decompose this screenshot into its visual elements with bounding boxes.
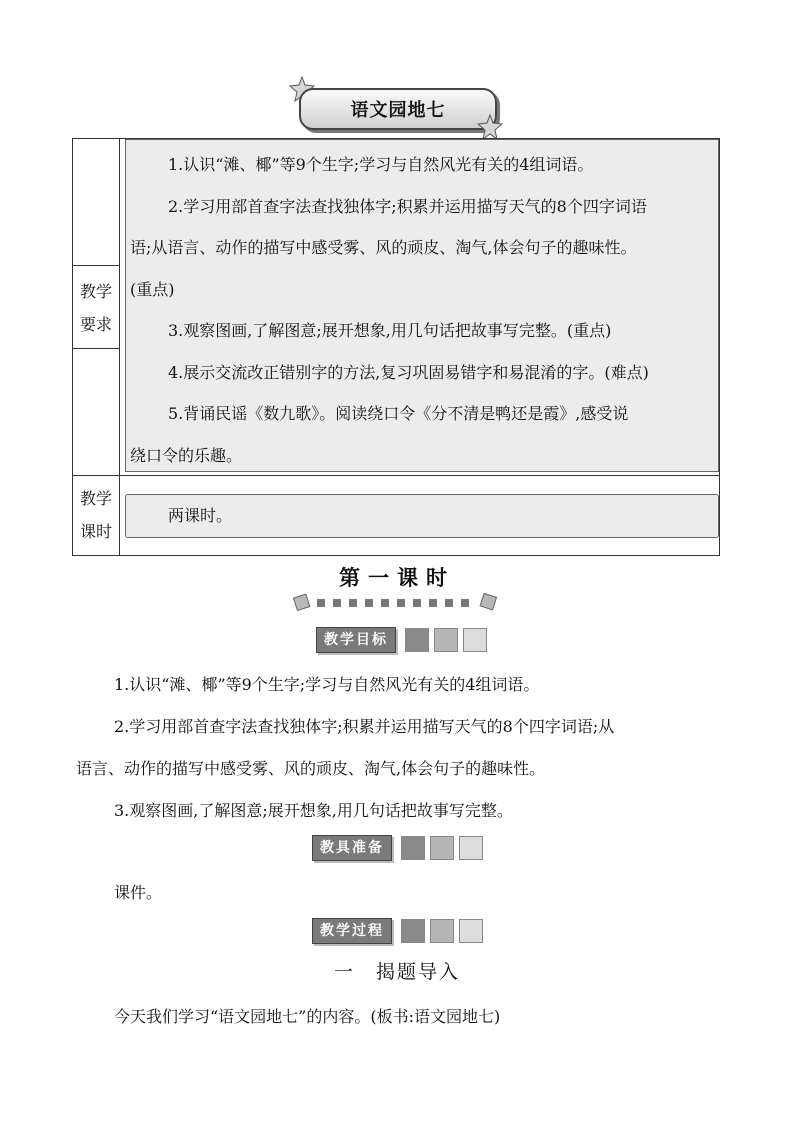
process-header: [312, 918, 483, 944]
label-line: 教学: [79, 282, 112, 301]
goal-line: 2.学习用部首查字法查找独体字;积累并运用描写天气的8个四字词语;从: [114, 717, 615, 736]
banner-title: 语文园地七: [350, 100, 446, 121]
label-line: 教学: [79, 489, 112, 508]
requirement-line: (重点): [130, 279, 175, 299]
requirement-line: 3.观察图画,了解图意;展开想象,用几句话把故事写完整。(重点): [168, 321, 612, 340]
column-divider: [119, 139, 120, 555]
tools-header: [312, 835, 483, 861]
requirements-box: [125, 139, 719, 472]
lesson-heading: 一 揭题导入: [333, 961, 460, 983]
star-icon: [477, 114, 503, 140]
hours-label: [73, 478, 119, 556]
tools-text: 课件。: [114, 883, 163, 902]
decor-square: [430, 919, 454, 943]
goal-line: 3.观察图画,了解图意;展开想象,用几句话把故事写完整。: [114, 801, 513, 820]
decor-square: [401, 836, 425, 860]
requirement-line: 4.展示交流改正错别字的方法,复习巩固易错字和易混淆的字。(难点): [168, 362, 649, 382]
goals-header: [316, 627, 487, 653]
requirement-line: 5.背诵民谣《数九歌》。阅读绕口令《分不清是鸭还是霞》,感受说: [168, 404, 629, 423]
requirement-line: 绕口令的乐趣。: [130, 445, 243, 465]
dots-divider: [293, 592, 501, 614]
lesson-table: [72, 138, 720, 556]
decor-square: [405, 628, 429, 652]
hours-value: 两课时。: [125, 494, 719, 538]
decor-square: [459, 836, 483, 860]
intro-text: 今天我们学习“语文园地七”的内容。(板书:语文园地七): [114, 1007, 501, 1026]
label-line: 课时: [79, 522, 112, 541]
decor-square: [459, 919, 483, 943]
section-banner: [299, 88, 497, 130]
requirement-line: 1.认识“滩、椰”等9个生字;学习与自然风光有关的4组词语。: [168, 155, 594, 174]
process-label: 教学过程: [312, 918, 392, 944]
decor-square: [401, 919, 425, 943]
tools-label: 教具准备: [312, 835, 392, 861]
decor-square: [434, 628, 458, 652]
requirement-line: 语;从语言、动作的描写中感受雾、风的顽皮、淘气,体会句子的趣味性。: [130, 238, 637, 257]
label-line: 要求: [79, 315, 112, 334]
decor-square: [430, 836, 454, 860]
decor-square: [463, 628, 487, 652]
goal-line: 语言、动作的描写中感受雾、风的顽皮、淘气,体会句子的趣味性。: [76, 759, 546, 778]
requirements-label: [73, 265, 119, 349]
goal-line: 1.认识“滩、椰”等9个生字;学习与自然风光有关的4组词语。: [114, 675, 540, 694]
goals-label: 教学目标: [316, 627, 396, 653]
period-title: 第一课时: [339, 566, 455, 590]
requirement-line: 2.学习用部首查字法查找独体字;积累并运用描写天气的8个四字词语: [168, 196, 647, 216]
